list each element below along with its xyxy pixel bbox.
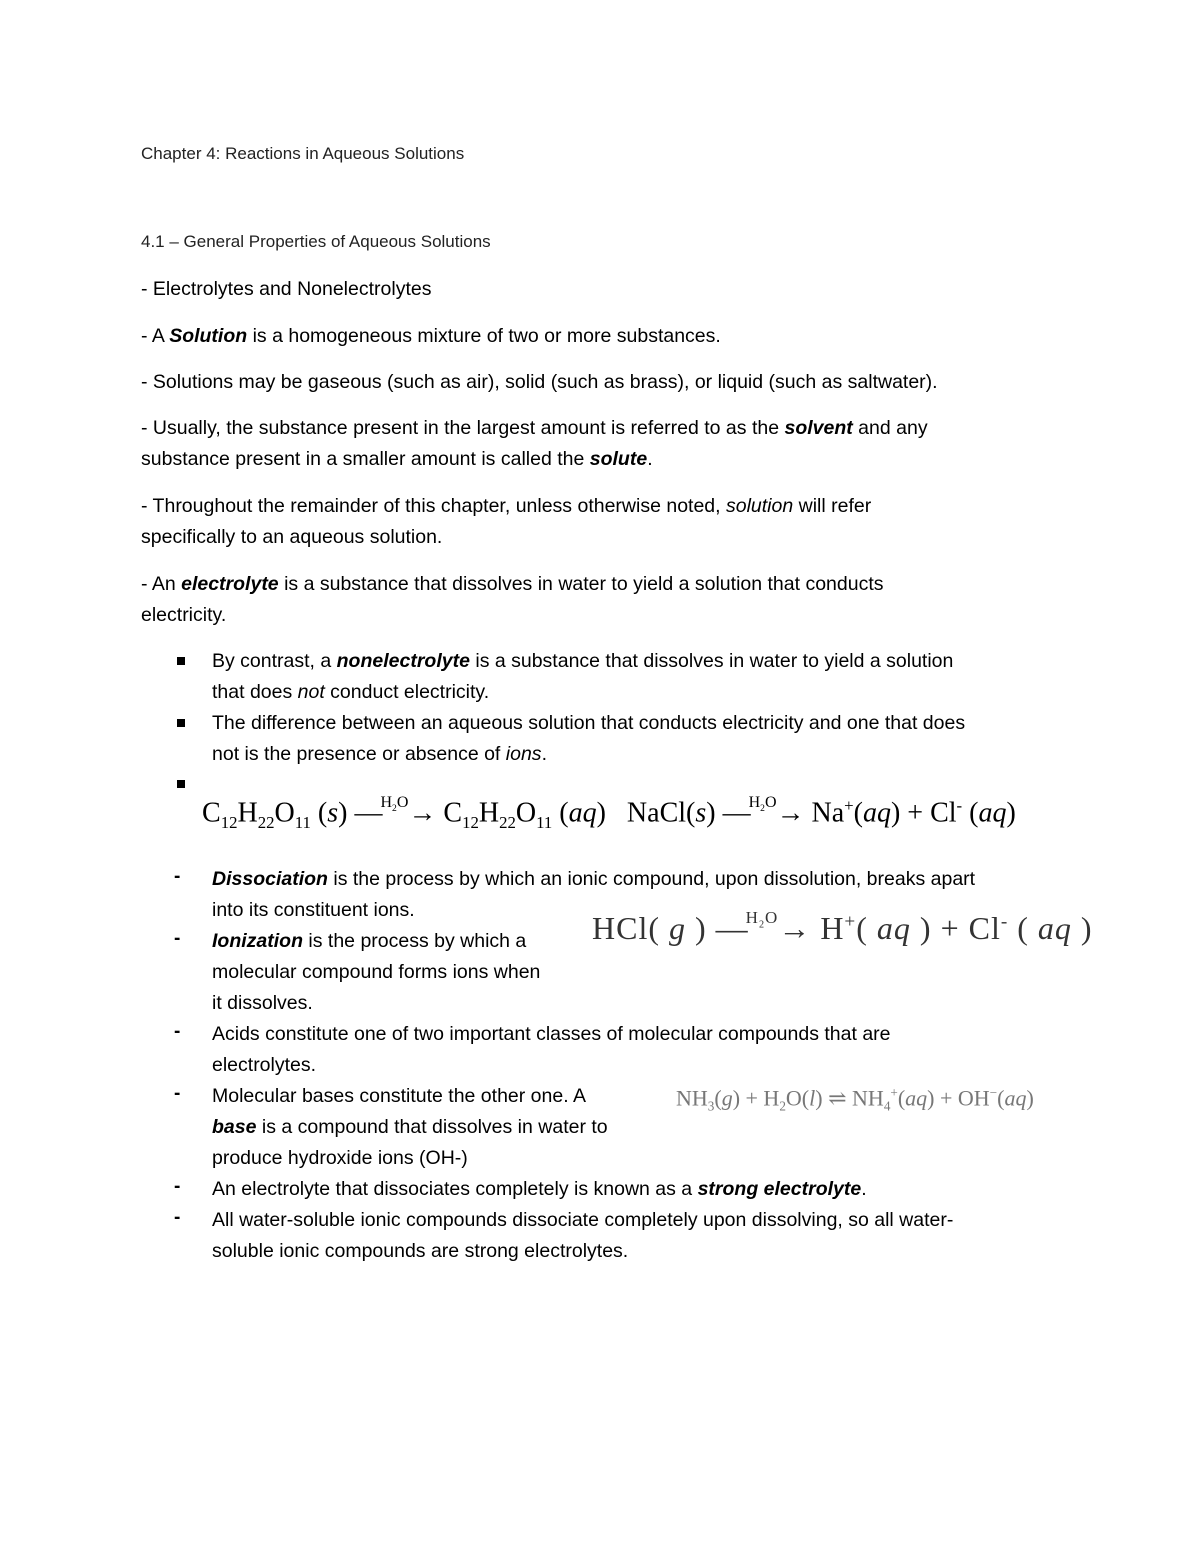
text-span: is a substance that dissolves in water to yield a solution that conducts — [278, 573, 884, 595]
dissolution-equations: $C_{12}H_{22}O_{11}$ (s) —$^{H_2O}$→ $C_{12}H_{22}O_{11}$ (aq) NaCl(s) —$^{H_2O}$→ Na+(aq) + Cl- (aq) — [202, 794, 1016, 832]
solute-term: solute — [589, 448, 648, 470]
ionic-compounds-line-2: soluble ionic compounds are strong electrolytes. — [212, 1240, 629, 1262]
strong-electrolyte-term: strong electrolyte — [697, 1178, 862, 1200]
text-span: that does — [212, 681, 298, 703]
text-span: - Usually, the substance present in the largest amount is referred to as the — [141, 417, 785, 439]
text-span: . — [541, 743, 547, 765]
solvent-term: solvent — [784, 417, 853, 439]
solution-states: - Solutions may be gaseous (such as air), solid (such as brass), or liquid (such as saltwater). — [141, 371, 938, 393]
text-span: is a compound that dissolves in water to — [256, 1116, 608, 1138]
solution-italic: solution — [725, 495, 794, 517]
bases-line-3: produce hydroxide ions (OH-) — [212, 1147, 468, 1169]
base-term: base — [212, 1116, 257, 1138]
text-span: substance present in a smaller amount is called the — [141, 448, 590, 470]
acids-line: Acids constitute one of two important classes of molecular compounds that are — [212, 1023, 891, 1045]
text-span: is the process by which a — [303, 930, 527, 952]
dash-bullet-icon: - — [174, 866, 181, 887]
ions-line-2 — [212, 739, 547, 770]
text-span: will refer — [793, 495, 872, 517]
text-span: . — [647, 448, 653, 470]
electrolytes-heading: - Electrolytes and Nonelectrolytes — [141, 278, 432, 300]
ionic-compounds-line: All water-soluble ionic compounds dissociate completely upon dissolving, so all water- — [212, 1209, 954, 1231]
strong-electrolyte-line — [212, 1174, 867, 1205]
text-span: An electrolyte that dissociates completely is known as a — [212, 1178, 698, 1200]
text-span: . — [861, 1178, 867, 1200]
chapter-title: Chapter 4: Reactions in Aqueous Solutions — [141, 144, 465, 163]
electrolyte-line-2: electricity. — [141, 604, 227, 626]
dash-bullet-icon: - — [174, 1207, 181, 1228]
ammonia-equation: $NH_3(g) + H_2O(l)$ ⇌ $NH_4^+(aq) + OH^-(aq)$ — [676, 1085, 1034, 1114]
dissociation-line — [212, 864, 975, 895]
ions-line: The difference between an aqueous solution that conducts electricity and one that does — [212, 712, 966, 734]
solution-definition — [141, 321, 721, 352]
dash-bullet-icon: - — [174, 1176, 181, 1197]
section-title: 4.1 – General Properties of Aqueous Solutions — [141, 232, 491, 251]
text-span: is the process by which an ionic compound, upon dissolution, breaks apart — [327, 868, 976, 890]
throughout-line — [141, 491, 871, 522]
throughout-line-2: specifically to an aqueous solution. — [141, 526, 443, 548]
acids-line-2: electrolytes. — [212, 1054, 317, 1076]
bases-line: Molecular bases constitute the other one. A — [212, 1085, 586, 1107]
electrolyte-term: electrolyte — [181, 573, 279, 595]
square-bullet-icon — [177, 719, 185, 727]
text-span: - An — [141, 573, 182, 595]
text-span: not is the presence or absence of — [212, 743, 506, 765]
text-span: conduct electricity. — [324, 681, 490, 703]
text-span: is a homogeneous mixture of two or more substances. — [247, 325, 721, 347]
ions-italic: ions — [505, 743, 542, 765]
solvent-line — [141, 413, 928, 444]
ionization-line-3: it dissolves. — [212, 992, 313, 1014]
hcl-ionization-equation: HCl( g ) —$^{H_2O}$→ H+( aq ) + Cl- ( aq ) — [592, 908, 1093, 946]
solution-term: Solution — [169, 325, 248, 347]
electrolyte-line — [141, 569, 884, 600]
solute-line — [141, 444, 653, 475]
dash-bullet-icon: - — [174, 1021, 181, 1042]
bases-line-2 — [212, 1112, 608, 1143]
ionization-line — [212, 926, 526, 957]
dissociation-line-2: into its constituent ions. — [212, 899, 415, 921]
dash-bullet-icon: - — [174, 928, 181, 949]
text-span: and any — [852, 417, 928, 439]
dash-bullet-icon: - — [174, 1083, 181, 1104]
square-bullet-icon — [177, 657, 185, 665]
text-span: - A — [141, 325, 170, 347]
ionization-term: Ionization — [212, 930, 303, 952]
nonelectrolyte-line — [212, 646, 953, 677]
ionization-line-2: molecular compound forms ions when — [212, 961, 541, 983]
text-span: By contrast, a — [212, 650, 337, 672]
text-span: - Throughout the remainder of this chapter, unless otherwise noted, — [141, 495, 726, 517]
square-bullet-icon — [177, 780, 185, 788]
text-span: is a substance that dissolves in water to yield a solution — [469, 650, 954, 672]
nonelectrolyte-line-2 — [212, 677, 489, 708]
nonelectrolyte-term: nonelectrolyte — [336, 650, 470, 672]
dissociation-term: Dissociation — [212, 868, 328, 890]
not-italic: not — [297, 681, 325, 703]
